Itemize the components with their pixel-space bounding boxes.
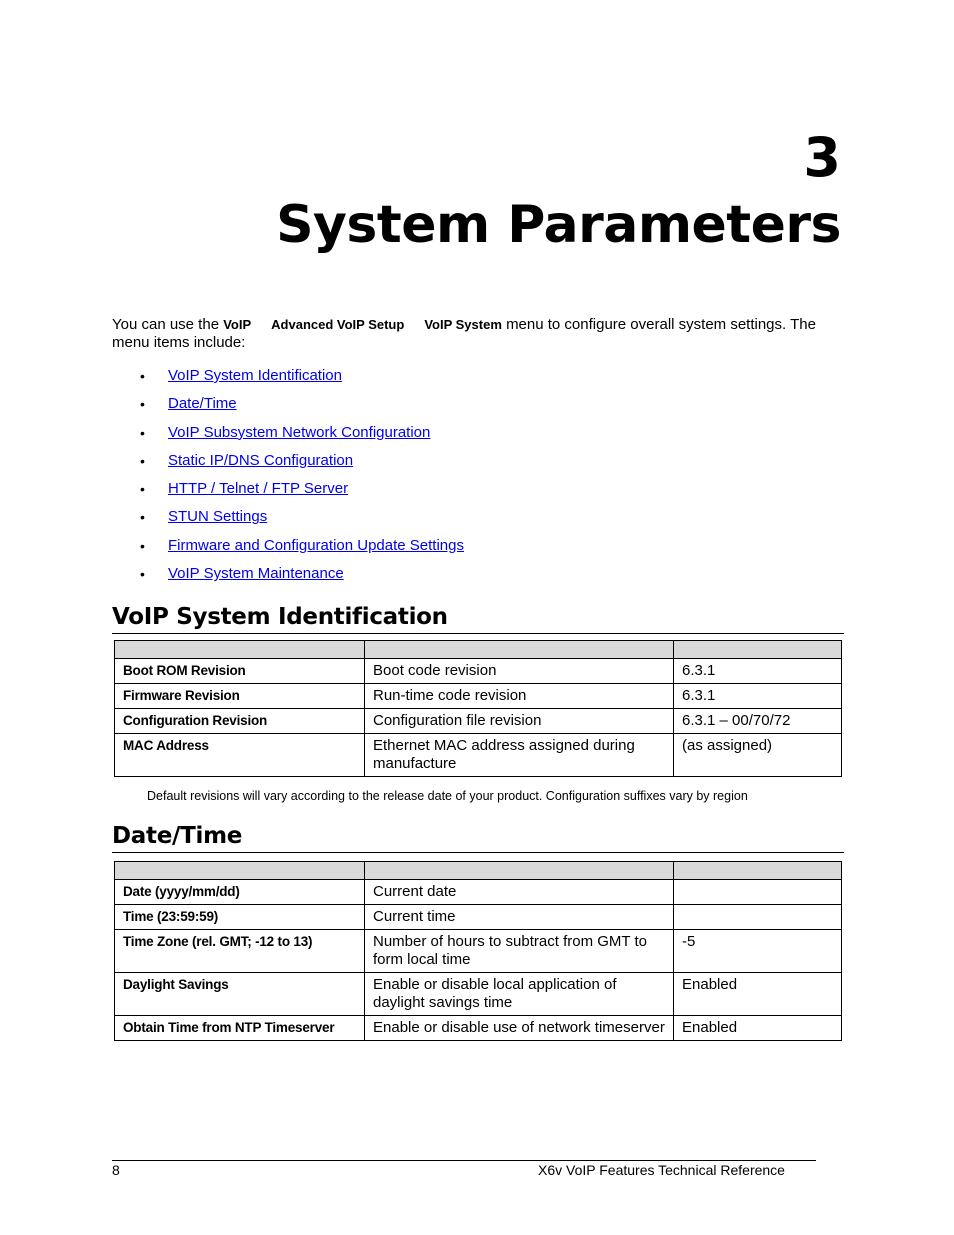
list-item: [140, 366, 464, 394]
bullet-icon: •: [140, 509, 145, 526]
table-header-row: [115, 862, 842, 880]
table-row: [115, 1016, 842, 1041]
param-name: Obtain Time from NTP Timeserver: [115, 1016, 365, 1041]
revision-note: Default revisions will vary according to the release date of your product. Configuration suffixes vary by region: [147, 789, 748, 803]
param-default: [674, 905, 842, 930]
header-cell: [365, 862, 674, 880]
section-heading-datetime: Date/Time: [112, 823, 243, 849]
param-default: Enabled: [674, 1016, 842, 1041]
param-default: Enabled: [674, 973, 842, 1016]
table-row: [115, 709, 842, 734]
header-cell: [365, 641, 674, 659]
table-row: [115, 659, 842, 684]
menu-path-item: VoIP System: [424, 317, 502, 332]
list-item: [140, 423, 464, 451]
param-description: Current date: [365, 880, 674, 905]
param-default: (as assigned): [674, 734, 842, 777]
toc-link-firmware-update[interactable]: Firmware and Configuration Update Settings: [168, 536, 464, 554]
intro-suffix: menu to configure overall system settings. The menu items include:: [112, 316, 816, 351]
param-name: Boot ROM Revision: [115, 659, 365, 684]
bullet-icon: •: [140, 481, 145, 498]
param-description: Run-time code revision: [365, 684, 674, 709]
section-heading-identification: VoIP System Identification: [112, 604, 448, 630]
section-divider: [112, 852, 844, 853]
table-row: [115, 905, 842, 930]
param-default: 6.3.1: [674, 684, 842, 709]
bullet-icon: •: [140, 537, 145, 554]
footer-divider: [112, 1160, 816, 1161]
toc-link-stun-settings[interactable]: STUN Settings: [168, 508, 268, 526]
param-name: Firmware Revision: [115, 684, 365, 709]
header-cell: [115, 641, 365, 659]
chapter-number: 3: [803, 126, 841, 189]
toc-link-voip-system-identification[interactable]: VoIP System Identification: [168, 367, 342, 384]
bullet-icon: •: [140, 566, 145, 583]
header-cell: [674, 641, 842, 659]
bullet-icon: •: [140, 424, 145, 441]
list-item: [140, 479, 464, 507]
intro-prefix: You can use the: [112, 316, 220, 333]
param-default: 6.3.1: [674, 659, 842, 684]
datetime-table: [114, 861, 842, 1041]
toc-link-static-ip-dns[interactable]: Static IP/DNS Configuration: [168, 451, 354, 469]
section-divider: [112, 633, 844, 634]
list-item: [140, 451, 464, 479]
identification-table: [114, 640, 842, 777]
param-description: Ethernet MAC address assigned during manufacture: [365, 734, 674, 777]
menu-items-list: [140, 366, 464, 592]
param-name: Date (yyyy/mm/dd): [115, 880, 365, 905]
header-cell: [674, 862, 842, 880]
param-name: MAC Address: [115, 734, 365, 777]
param-default: 6.3.1 – 00/70/72: [674, 709, 842, 734]
table-row: [115, 930, 842, 973]
param-description: Enable or disable local application of daylight savings time: [365, 973, 674, 1016]
intro-paragraph: [112, 316, 842, 352]
chapter-title: System Parameters: [276, 195, 841, 255]
list-item: [140, 564, 464, 592]
toc-link-date-time[interactable]: Date/Time: [168, 395, 237, 413]
table-row: [115, 734, 842, 777]
list-item: [140, 394, 464, 422]
table-row: [115, 684, 842, 709]
param-name: Time (23:59:59): [115, 905, 365, 930]
toc-link-system-maintenance[interactable]: VoIP System Maintenance: [168, 565, 344, 583]
menu-path-item: VoIP: [223, 317, 252, 332]
param-name: Daylight Savings: [115, 973, 365, 1016]
toc-link-subsystem-network[interactable]: VoIP Subsystem Network Configuration: [168, 423, 431, 441]
table-row: [115, 973, 842, 1016]
param-description: Current time: [365, 905, 674, 930]
param-description: Boot code revision: [365, 659, 674, 684]
toc-link-http-telnet-ftp[interactable]: HTTP / Telnet / FTP Server: [168, 480, 349, 498]
table-row: [115, 880, 842, 905]
bullet-icon: •: [140, 368, 145, 384]
page-number: 8: [112, 1162, 120, 1178]
param-name: Configuration Revision: [115, 709, 365, 734]
param-description: Enable or disable use of network timeserver: [365, 1016, 674, 1041]
list-item: [140, 536, 464, 564]
bullet-icon: •: [140, 396, 145, 413]
list-item: [140, 507, 464, 535]
table-header-row: [115, 641, 842, 659]
param-description: Number of hours to subtract from GMT to form local time: [365, 930, 674, 973]
bullet-icon: •: [140, 452, 145, 469]
param-default: -5: [674, 930, 842, 973]
menu-path-item: Advanced VoIP Setup: [271, 317, 405, 332]
header-cell: [115, 862, 365, 880]
footer-doc-title: X6v VoIP Features Technical Reference: [538, 1162, 785, 1178]
param-description: Configuration file revision: [365, 709, 674, 734]
param-name: Time Zone (rel. GMT; -12 to 13): [115, 930, 365, 973]
param-default: [674, 880, 842, 905]
